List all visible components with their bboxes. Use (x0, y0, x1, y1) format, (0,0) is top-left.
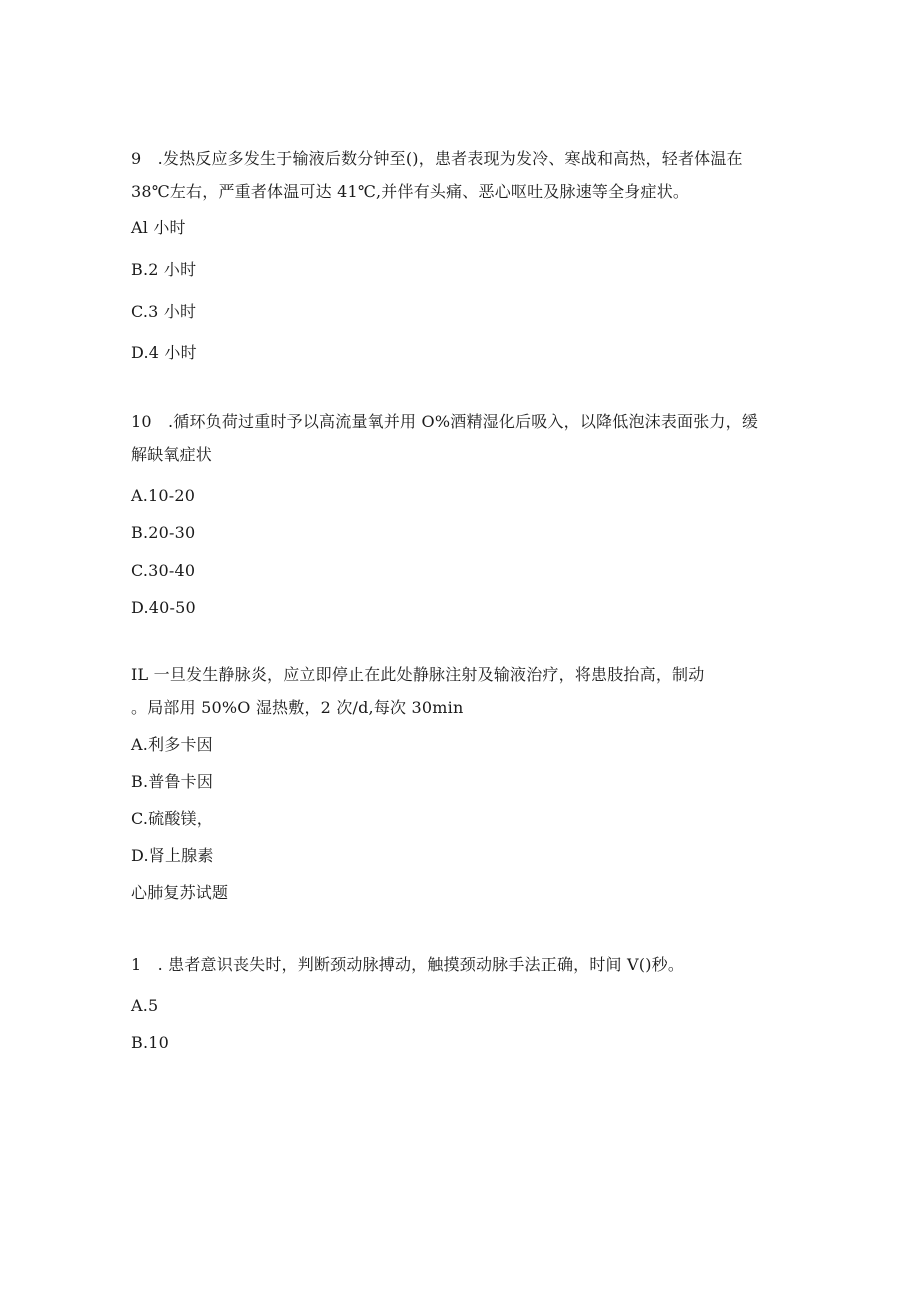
question-9-line-2: 38℃左右，严重者体温可达 41℃,并伴有头痛、恶心呕吐及脉速等全身症状。 (131, 182, 690, 201)
question-11-line-1: IL 一旦发生静脉炎，应立即停止在此处静脉注射及输液治疗，将患肢抬高，制动 (131, 665, 705, 684)
question-11-option-a: A.利多卡因 (131, 735, 213, 754)
question-9-option-d: D.4 小时 (131, 343, 197, 362)
question-11-line-2: 。局部用 50%O 湿热敷，2 次/d,每次 30min (131, 698, 464, 717)
question-9-line-1: 9 .发热反应多发生于输液后数分钟至()，患者表现为发冷、寒战和高热，轻者体温在 (131, 149, 743, 168)
question-9-option-c: C.3 小时 (131, 302, 197, 321)
question-9-option-b: B.2 小时 (131, 260, 197, 279)
question-11-option-d: D.肾上腺素 (131, 846, 214, 865)
section-heading-cpr: 心肺复苏试题 (131, 883, 229, 902)
question-11-option-c: C.硫酸镁， (131, 809, 213, 828)
question-10-line-1: 10 .循环负荷过重时予以高流量氧并用 O%酒精湿化后吸入，以降低泡沫表面张力，缓 (131, 412, 759, 431)
question-10-option-c: C.30-40 (131, 561, 196, 580)
question-10-option-d: D.40-50 (131, 598, 196, 617)
cpr-question-1-option-a: A.5 (131, 996, 159, 1015)
cpr-question-1-line-1: 1 . 患者意识丧失时，判断颈动脉搏动，触摸颈动脉手法正确，时间 V()秒。 (131, 955, 685, 974)
cpr-question-1-option-b: B.10 (131, 1033, 170, 1052)
question-10-option-b: B.20-30 (131, 523, 196, 542)
question-10-line-2: 解缺氧症状 (131, 445, 213, 464)
question-9-option-a: Al 小时 (131, 218, 186, 237)
question-10-option-a: A.10-20 (131, 486, 196, 505)
question-11-option-b: B.普鲁卡因 (131, 772, 214, 791)
